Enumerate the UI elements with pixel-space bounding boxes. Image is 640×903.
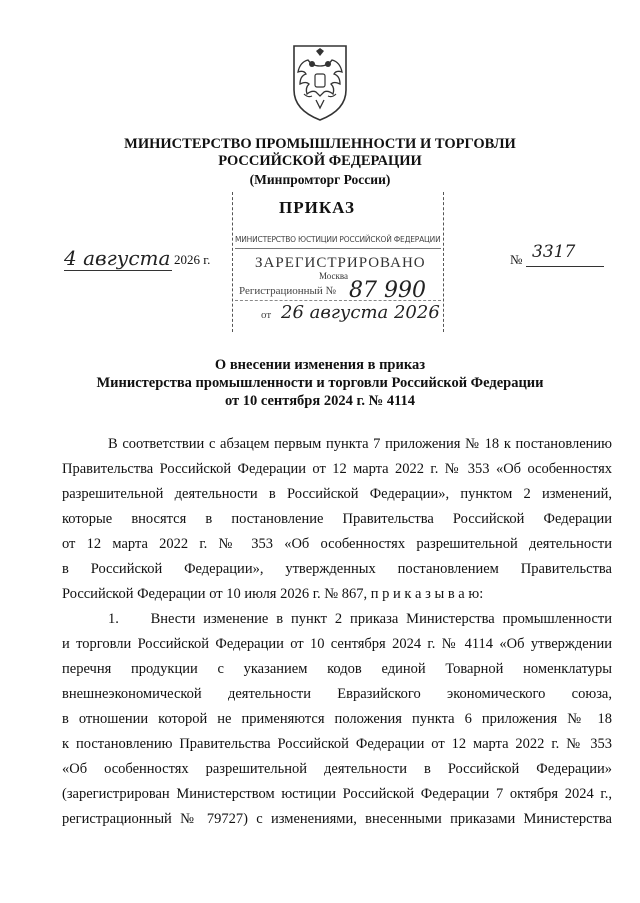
order-date: 4 августа (64, 246, 171, 270)
stamp-ministry-line: МИНИСТЕРСТВО ЮСТИЦИИ РОССИЙСКОЙ ФЕДЕРАЦИИ (235, 235, 441, 244)
ministry-name-line1: МИНИСТЕРСТВО ПРОМЫШЛЕННОСТИ И ТОРГОВЛИ (124, 136, 516, 152)
order-title-line3: от 10 сентября 2024 г. № 4114 (224, 393, 416, 409)
stamp-reg-date: 26 августа 2026 (281, 302, 440, 323)
stamp-registered: ЗАРЕГИСТРИРОВАНО (255, 255, 426, 271)
paragraph-2-line: и торговли Российской Федерации от 10 сентября 2024 г. № 4114 «Об утверждении (62, 636, 612, 652)
paragraph-1-line: Правительства Российской Федерации от 12 марта 2022 г. № 353 «Об особенностях (62, 461, 612, 477)
ministry-name-line2: РОССИЙСКОЙ ФЕДЕРАЦИИ (218, 153, 422, 169)
body-text (62, 432, 612, 832)
order-year: 2026 г. (174, 252, 211, 267)
paragraph-1-line: от 12 марта 2022 г. № 353 «Об особенностях разрешительной деятельности (62, 536, 612, 552)
paragraph-1-line: В соответствии с абзацем первым пункта 7 приложения № 18 к постановлению (108, 436, 612, 452)
stamp-city: Москва (319, 271, 348, 281)
paragraph-2-line: перечня продукции с указанием кодов единой Товарной номенклатуры (62, 661, 612, 677)
paragraph-2-line: (зарегистрирован Министерством юстиции Российской Федерации 7 октября 2024 г., (62, 786, 612, 802)
order-title-line2: Министерства промышленности и торговли Российской Федерации (96, 375, 544, 391)
registration-stamp (232, 192, 444, 332)
paragraph-2-line: «Об особенностях разрешительной деятельности в Российской Федерации» (62, 761, 612, 777)
paragraph-2-line: в отношении которой не применяются положения пункта 6 приложения № 18 (62, 711, 612, 727)
coat-of-arms-emblem (288, 42, 352, 122)
paragraph-1-line: разрешительной деятельности в Российской Федерации», пунктом 2 изменений, (62, 486, 612, 502)
order-title-line1: О внесении изменения в приказ (214, 357, 426, 373)
paragraph-1-line: которые вносятся в постановление Правительства Российской Федерации (62, 511, 612, 527)
stamp-date-prefix: от (261, 309, 272, 321)
paragraph-2-line: внешнеэкономической деятельности Евразийского экономического союза, (62, 686, 612, 702)
paragraph-1-line: Российской Федерации от 10 июля 2026 г. № 867, п р и к а з ы в а ю: (62, 586, 484, 602)
paragraph-2-line: 1. Внести изменение в пункт 2 приказа Министерства промышленности (108, 611, 612, 627)
paragraph-2-line: регистрационный № 79727) с изменениями, внесенными приказами Министерства (62, 811, 612, 827)
paragraph-2-line: к постановлению Правительства Российской Федерации от 12 марта 2022 г. № 353 (62, 736, 612, 752)
order-number-label: № (510, 252, 523, 267)
paragraph-1-line: в Российской Федерации», утвержденных постановлением Правительства (62, 561, 612, 577)
stamp-reg-label: Регистрационный № (239, 285, 337, 297)
order-word: ПРИКАЗ (279, 198, 355, 217)
stamp-reg-number: 87 990 (349, 278, 426, 303)
order-number: 3317 (532, 242, 576, 262)
ministry-short-name: (Минпромторг России) (249, 172, 391, 187)
